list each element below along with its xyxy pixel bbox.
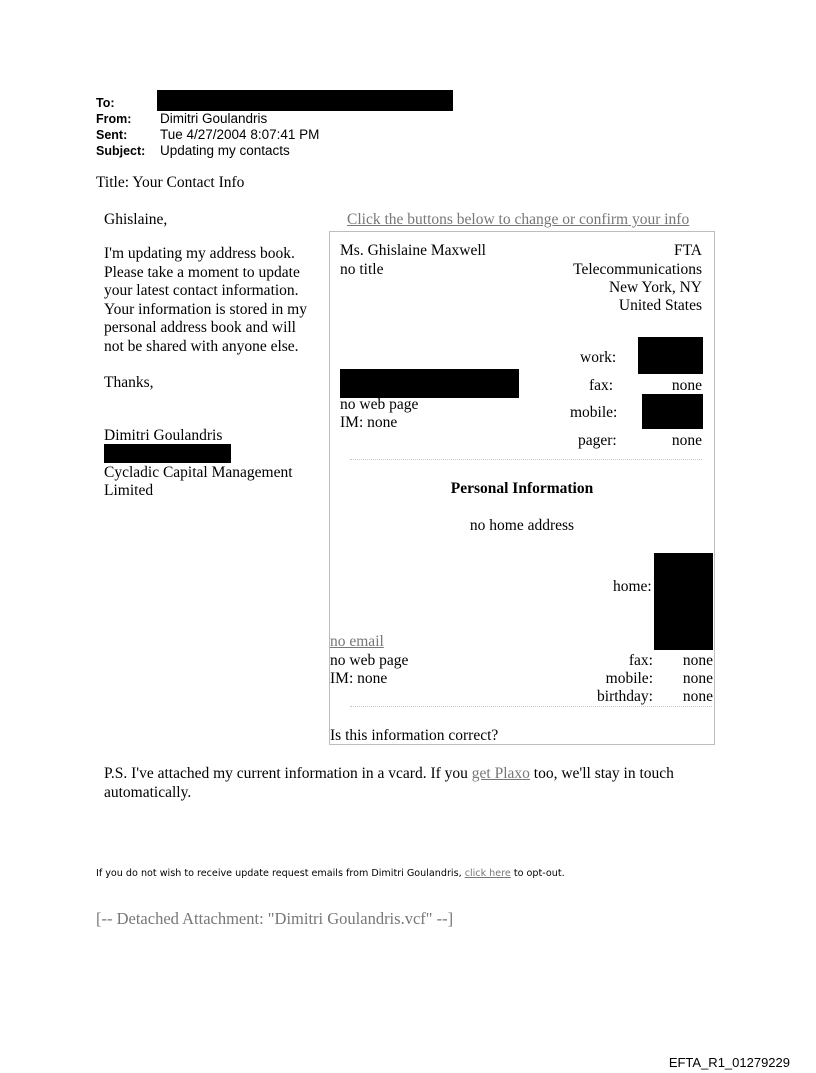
ps-paragraph xyxy=(104,765,744,802)
fax-value: none xyxy=(671,377,702,394)
sent-label: Sent: xyxy=(96,128,128,142)
personal-mobile-label: mobile: xyxy=(605,670,653,687)
thanks: Thanks, xyxy=(104,374,154,391)
optout-text-before: If you do not wish to receive update request emails from Dimitri Goulandris, xyxy=(96,868,465,879)
opt-out-link[interactable]: click here xyxy=(464,868,511,879)
personal-birthday-label: birthday: xyxy=(597,688,653,705)
letter-line: Please take a moment to update xyxy=(104,263,300,281)
company-name-line2: Telecommunications xyxy=(573,261,702,278)
personal-fax-label: fax: xyxy=(628,652,653,669)
personal-fax-value: none xyxy=(682,652,713,669)
redaction-bar-sender xyxy=(104,444,231,463)
company-name-line1: FTA xyxy=(673,242,702,259)
ps-text-after: too, we'll stay in touch xyxy=(529,765,674,782)
click-buttons-link[interactable]: Click the buttons below to change or confirm your info xyxy=(347,211,690,228)
personal-web-page: no web page xyxy=(330,652,409,669)
redaction-bar-work xyxy=(638,337,703,374)
letter-line: I'm updating my address book. xyxy=(104,245,295,262)
home-label: home: xyxy=(613,578,652,595)
redaction-bar-mobile xyxy=(642,394,703,429)
pager-value: none xyxy=(671,432,702,449)
subject-label: Subject: xyxy=(96,144,146,158)
redaction-bar-home xyxy=(654,553,713,650)
mobile-label: mobile: xyxy=(570,404,618,421)
redaction-bar-to xyxy=(157,90,453,111)
confirm-question: Is this information correct? xyxy=(330,727,499,744)
personal-mobile-value: none xyxy=(682,670,713,687)
letter-body xyxy=(104,245,329,356)
sent-value: Tue 4/27/2004 8:07:41 PM xyxy=(160,127,320,142)
sender-name: Dimitri Goulandris xyxy=(104,427,223,444)
home-address: no home address xyxy=(469,517,575,534)
detached-attachment: [-- Detached Attachment: "Dimitri Goulandris.vcf" --] xyxy=(96,909,454,928)
contact-name: Ms. Ghislaine Maxwell xyxy=(340,242,486,259)
company-line1: Cycladic Capital Management xyxy=(104,464,293,481)
personal-birthday-value: none xyxy=(682,688,713,705)
ps-text-before: P.S. I've attached my current information in a vcard. If you xyxy=(104,765,472,782)
letter-line: personal address book and will xyxy=(104,319,296,336)
from-value: Dimitri Goulandris xyxy=(160,111,268,126)
pager-label: pager: xyxy=(578,432,617,449)
document-id: EFTA_R1_01279229 xyxy=(668,1055,790,1070)
optout-line xyxy=(96,868,565,879)
personal-im: IM: none xyxy=(330,670,388,687)
fax-label: fax: xyxy=(589,377,614,394)
im-text: IM: none xyxy=(340,414,398,431)
work-label: work: xyxy=(580,349,617,366)
title-line: Title: Your Contact Info xyxy=(96,174,245,191)
letter-line: your latest contact information. xyxy=(104,282,299,299)
ps-line1 xyxy=(104,765,744,784)
section-divider-bottom xyxy=(350,706,712,707)
to-label: To: xyxy=(96,96,115,110)
letter-line: not be shared with anyone else. xyxy=(104,337,299,355)
get-plaxo-link[interactable]: get Plaxo xyxy=(471,765,530,782)
personal-heading: Personal Information xyxy=(450,480,594,497)
company-line2: Limited xyxy=(104,482,154,499)
ps-line2: automatically. xyxy=(104,783,192,801)
company-city: New York, NY xyxy=(608,279,702,296)
redaction-bar-email xyxy=(340,369,519,398)
from-label: From: xyxy=(96,112,132,126)
no-email-link[interactable]: no email xyxy=(330,633,384,650)
greeting: Ghislaine, xyxy=(104,211,168,228)
subject-value: Updating my contacts xyxy=(160,143,290,158)
section-divider xyxy=(350,459,702,460)
company-country: United States xyxy=(618,297,702,314)
letter-line: Your information is stored in my xyxy=(104,300,307,318)
web-page: no web page xyxy=(340,396,419,413)
contact-title: no title xyxy=(340,261,384,278)
optout-text-after: to opt-out. xyxy=(510,868,565,879)
